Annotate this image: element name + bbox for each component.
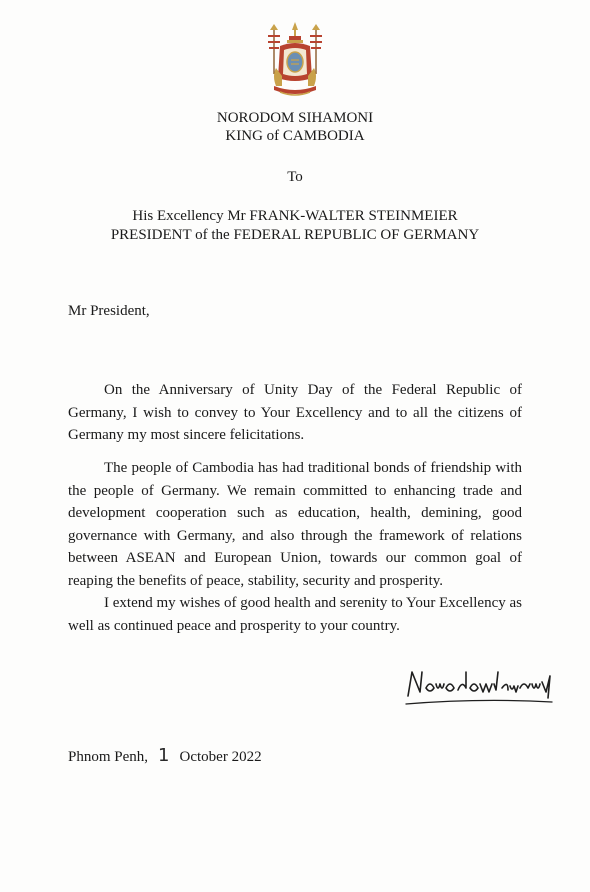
- sender-name: NORODOM SIHAMONI: [216, 110, 374, 126]
- sender-title: KING of CAMBODIA: [225, 128, 365, 144]
- body-paragraph: I extend my wishes of good health and serenity to Your Excellency as well as continued peace and prosperity to your country.: [68, 595, 522, 634]
- handwritten-signature-icon: [400, 658, 560, 710]
- body-paragraph: The people of Cambodia has had traditional bonds of friendship with the people of Germany. We remain committed to enhancing trade and development cooperation such as education, health, demining, good governance with Germany, and also through the framework of relations between ASEAN and European Union, towards our common goal of reaping the benefits of peace, stability, security and prosperity.: [68, 460, 522, 589]
- salutation: Mr President,: [68, 303, 150, 319]
- recipient-name: His Excellency Mr FRANK-WALTER STEINMEIER: [132, 208, 458, 224]
- month-year: October 2022: [179, 749, 262, 765]
- recipient-title: PRESIDENT of the FEDERAL REPUBLIC OF GERMANY: [110, 227, 480, 243]
- to-label: To: [287, 169, 303, 185]
- body-paragraph: On the Anniversary of Unity Day of the Federal Republic of Germany, I wish to convey to Your Excellency and to all the citizens of Germany my most sincere felicitations.: [68, 382, 522, 443]
- place: Phnom Penh,: [68, 749, 149, 765]
- handwritten-day: 1: [158, 745, 170, 766]
- royal-arms-of-cambodia-icon: [262, 20, 328, 100]
- place-date-line: [68, 747, 262, 766]
